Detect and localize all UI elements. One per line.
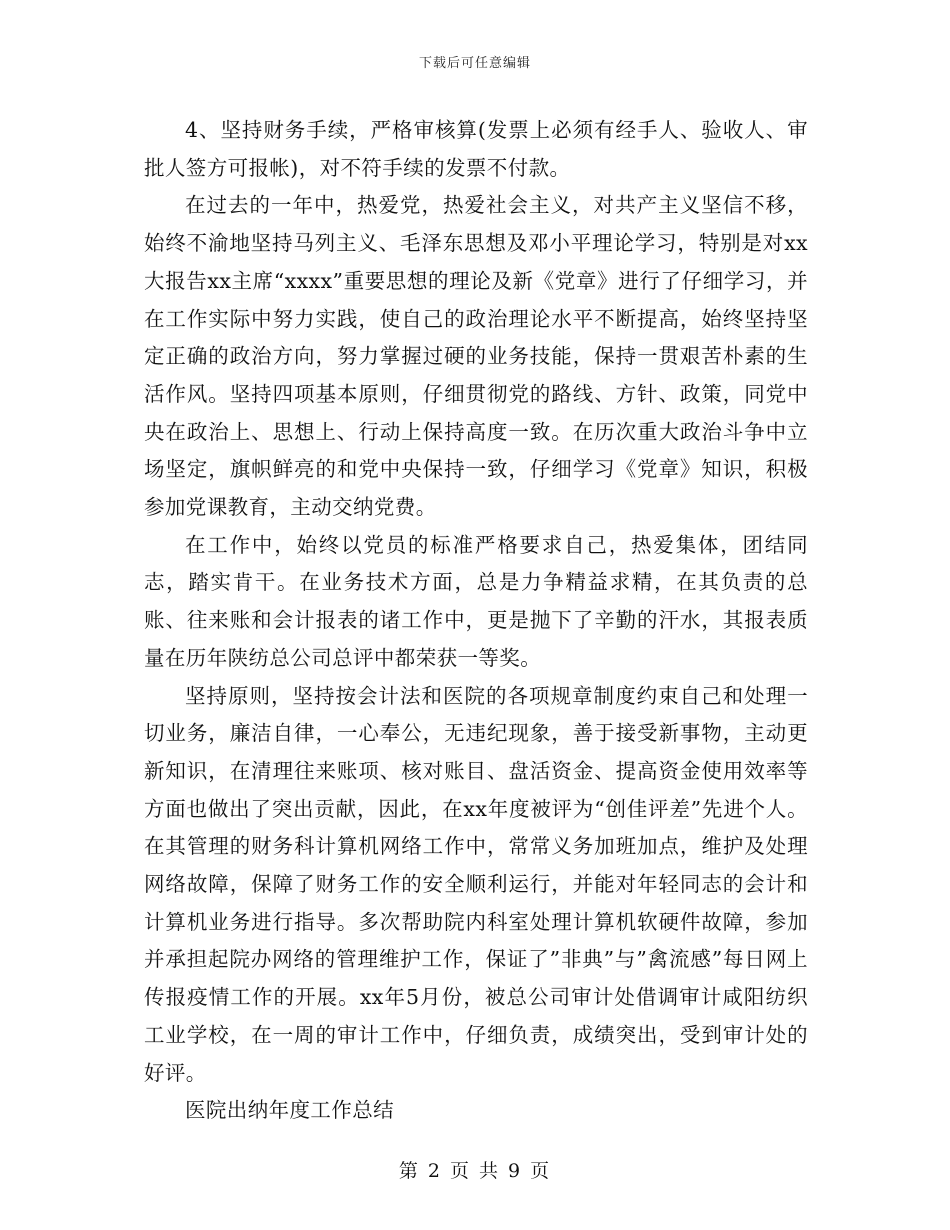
document-body — [144, 112, 808, 1130]
page-header: 下载后可任意编辑 — [418, 56, 531, 71]
paragraph-finance-procedures: 4、坚持财务手续，严格审核算(发票上必须有经手人、验收人、审批人签方可报帐)，对不符手续的发票不付款。 — [144, 118, 808, 180]
paragraph-principles: 坚持原则，坚持按会计法和医院的各项规章制度约束自己和处理一切业务，廉洁自律，一心奉公，无违纪现象，善于接受新事物，主动更新知识，在清理往来账项、核对账目、盘活资金、提高资金使用效率等方面也做出了突出贡献，因此，在xx年度被评为“创佳评差”先进个人。在其管理的财务科计算机网络工作中，常常义务加班加点，维护及处理网络故障，保障了财务工作的安全顺利运行，并能对年轻同志的会计和计算机业务进行指导。多次帮助院内科室处理计算机软硬件故障，参加并承担起院办网络的管理维护工作，保证了”非典”与”禽流感”每日网上传报疫情工作的开展。xx年5月份，被总公司审计处借调审计咸阳纺织工业学校，在一周的审计工作中，仔细负责，成绩突出，受到审计处的好评。 — [144, 683, 808, 1085]
paragraph-political-study: 在过去的一年中，热爱党，热爱社会主义，对共产主义坚信不移，始终不渝地坚持马列主义、毛泽东思想及邓小平理论学习，特别是对xx大报告xx主席“xxxx”重要思想的理论及新《党章》进行了仔细学习，并在工作实际中努力实践，使自己的政治理论水平不断提高，始终坚持坚定正确的政治方向，努力掌握过硬的业务技能，保持一贯艰苦朴素的生活作风。坚持四项基本原则，仔细贯彻党的路线、方针、政策，同党中央在政治上、思想上、行动上保持高度一致。在历次重大政治斗争中立场坚定，旗帜鲜亮的和党中央保持一致，仔细学习《党章》知识，积极参加党课教育，主动交纳党费。 — [144, 193, 808, 520]
paragraph-work-attitude: 在工作中，始终以党员的标准严格要求自己，热爱集体，团结同志，踏实肯干。在业务技术方面，总是力争精益求精，在其负责的总账、往来账和会计报表的诸工作中，更是抛下了辛勤的汗水，其报表质量在历年陕纺总公司总评中都荣获一等奖。 — [144, 532, 808, 670]
page-number: 第 2 页 共 9 页 — [398, 1160, 552, 1182]
section-title: 医院出纳年度工作总结 — [185, 1098, 394, 1123]
